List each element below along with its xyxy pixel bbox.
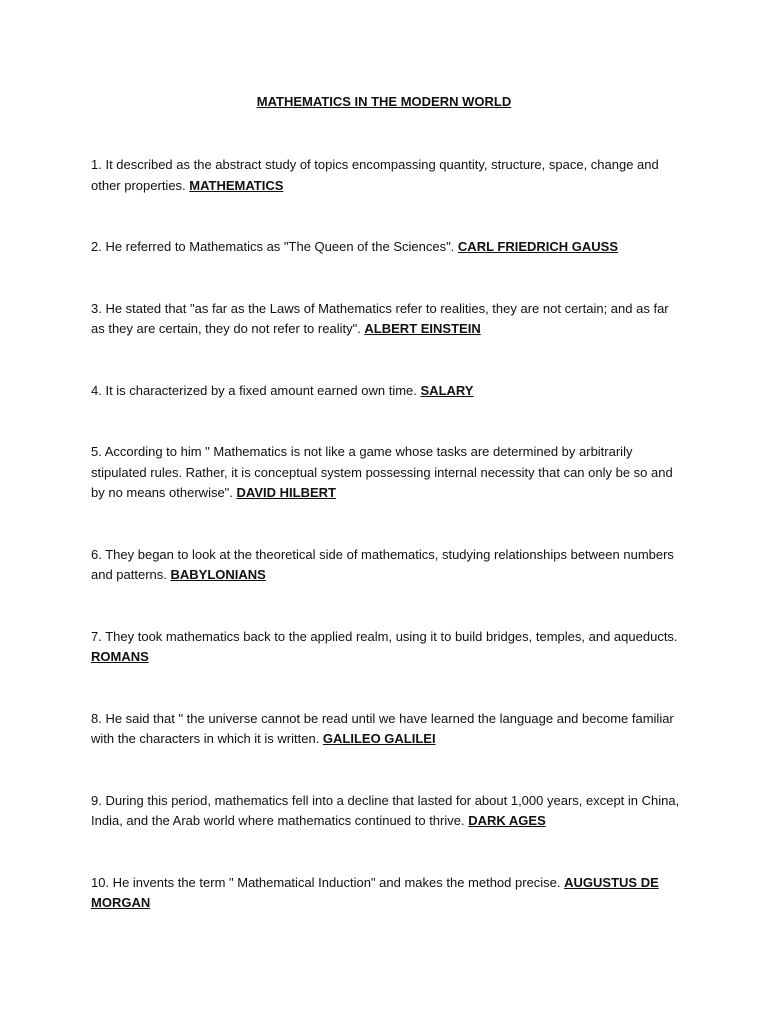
answer-text: MATHEMATICS <box>189 177 284 193</box>
answer-text: SALARY <box>420 382 474 398</box>
question-item <box>91 709 681 750</box>
question-list <box>91 155 681 914</box>
question-item <box>91 237 681 258</box>
question-item <box>91 627 681 668</box>
answer-text: DARK AGES <box>468 813 546 828</box>
answer-text: GALILEO GALILEI <box>322 731 436 746</box>
answer-text: AUGUSTUS DE MORGAN <box>91 874 659 910</box>
question-item <box>91 873 681 914</box>
answer-text: ROMANS <box>91 649 149 664</box>
question-text: 7. They took mathematics back to the applied realm, using it to build bridges, temples, and aqueducts. <box>91 628 678 644</box>
page-title: MATHEMATICS IN THE MODERN WORLD <box>256 94 512 109</box>
question-text: 10. He invents the term " Mathematical Induction" and makes the method precise. <box>91 874 565 890</box>
answer-text: BABYLONIANS <box>170 567 266 582</box>
question-item <box>91 155 681 196</box>
question-item <box>91 791 681 832</box>
question-text: 8. He said that " the universe cannot be read until we have learned the language and become familiar with the characters in which it is written. <box>91 710 674 746</box>
answer-text: DAVID HILBERT <box>236 485 336 500</box>
question-text: 9. During this period, mathematics fell into a decline that lasted for about 1,000 years, except in China, India, and the Arab world where mathematics continued to thrive. <box>91 792 680 828</box>
question-text: 6. They began to look at the theoretical side of mathematics, studying relationships between numbers and patterns. <box>91 546 674 582</box>
question-item <box>91 545 681 586</box>
answer-text: CARL FRIEDRICH GAUSS <box>457 239 619 254</box>
question-text: 4. It is characterized by a fixed amount earned own time. <box>91 382 421 398</box>
question-text: 2. He referred to Mathematics as "The Queen of the Sciences". <box>91 239 458 254</box>
answer-text: ALBERT EINSTEIN <box>364 321 481 336</box>
question-item <box>91 381 681 402</box>
question-text: 3. He stated that "as far as the Laws of Mathematics refer to realities, they are not certain; and as far as they are certain, they do not refer to reality". <box>91 300 669 336</box>
question-text: 1. It described as the abstract study of topics encompassing quantity, structure, space, change and other properties. <box>91 157 659 193</box>
question-item <box>91 442 681 504</box>
question-text: 5. According to him " Mathematics is not like a game whose tasks are determined by arbitrarily stipulated rules. Rather, it is conceptual system possessing internal necessity that can only be so and by no means otherwise". <box>91 444 673 500</box>
question-item <box>91 299 681 340</box>
